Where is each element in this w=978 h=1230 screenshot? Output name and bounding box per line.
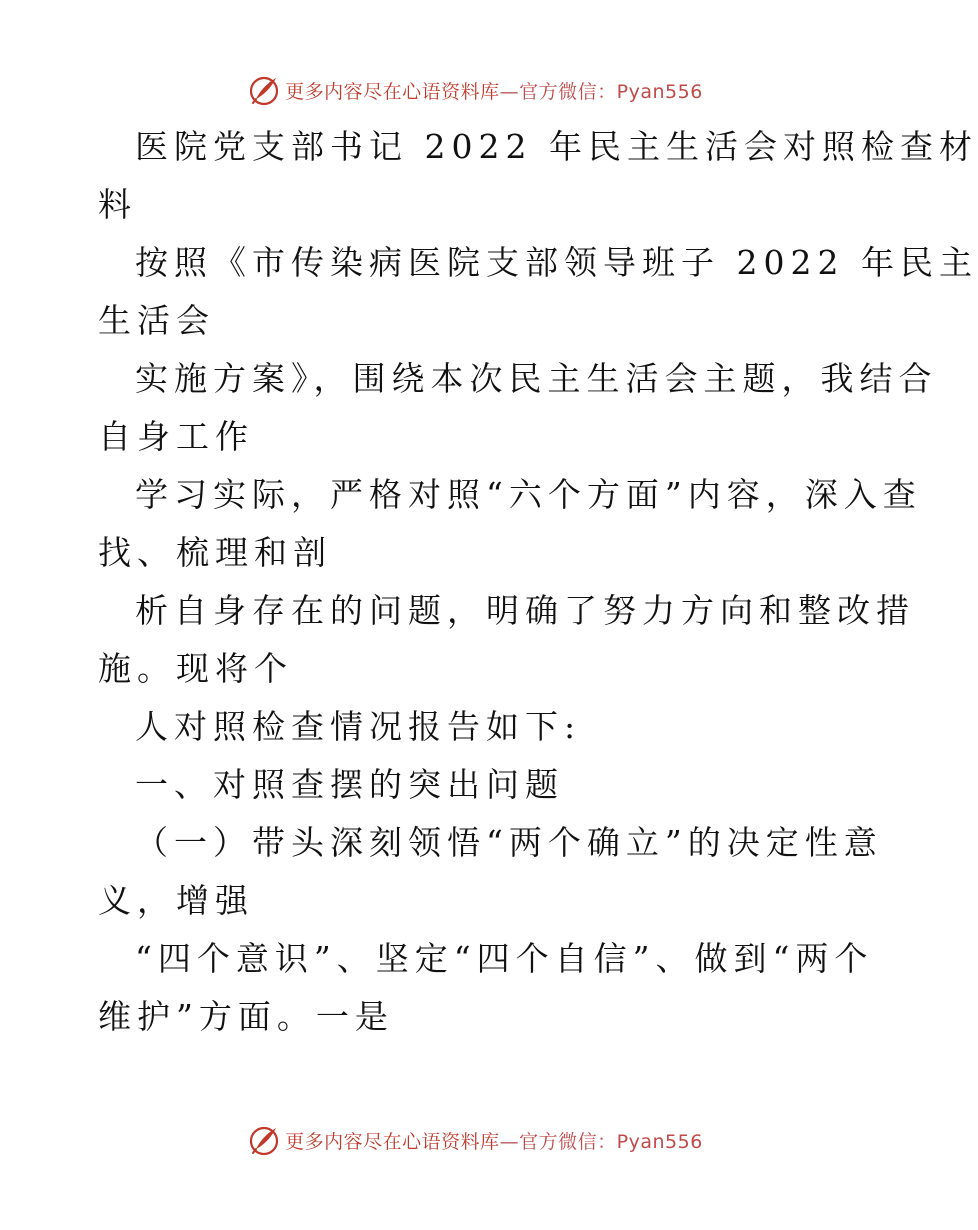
subsection-heading: （一）带头深刻领悟“两个确立”的决定性意 — [135, 823, 883, 862]
watermark-brand — [247, 73, 703, 107]
section-heading: 一、对照查摆的突出问题 — [135, 765, 564, 804]
paragraph-line: “四个意识”、坚定“四个自信”、做到“两个 — [135, 939, 874, 978]
quill-pen-logo-icon — [247, 73, 281, 107]
paragraph-line: 施。现将个 — [98, 649, 293, 688]
paragraph-line: 按照《市传染病医院支部领导班子 2022 年民主 — [135, 243, 978, 282]
quill-pen-logo-icon — [247, 1123, 281, 1157]
title-line-2: 料 — [98, 185, 137, 224]
paragraph-line: 人对照检查情况报告如下: — [135, 707, 582, 746]
title-line-1: 医院党支部书记 2022 年民主生活会对照检查材 — [135, 127, 978, 166]
watermark-brand — [247, 1123, 703, 1157]
watermark-separator: — — [499, 80, 520, 103]
paragraph-line: 实施方案》，围绕本次民主生活会主题，我结合 — [135, 359, 938, 398]
paragraph-line: 生活会 — [98, 301, 215, 340]
paragraph-line: 自身工作 — [98, 417, 254, 456]
paragraph-line: 维护”方面。一是 — [98, 997, 394, 1036]
header-watermark — [0, 70, 950, 110]
paragraph-line: 义，增强 — [98, 881, 254, 920]
footer-watermark — [0, 1120, 950, 1160]
watermark-brand-text: 更多内容尽在心语资料库 — [285, 1130, 500, 1153]
watermark-wechat: 官方微信：Pyan556 — [519, 80, 703, 103]
watermark-wechat: 官方微信：Pyan556 — [519, 1130, 703, 1153]
paragraph-line: 析自身存在的问题，明确了努力方向和整改措 — [135, 591, 915, 630]
paragraph-line: 找、梳理和剖 — [98, 533, 332, 572]
watermark-brand-text: 更多内容尽在心语资料库 — [285, 80, 500, 103]
watermark-separator: — — [499, 1130, 520, 1153]
document-body — [98, 118, 978, 1046]
paragraph-line: 学习实际，严格对照“六个方面”内容，深入查 — [135, 475, 922, 514]
